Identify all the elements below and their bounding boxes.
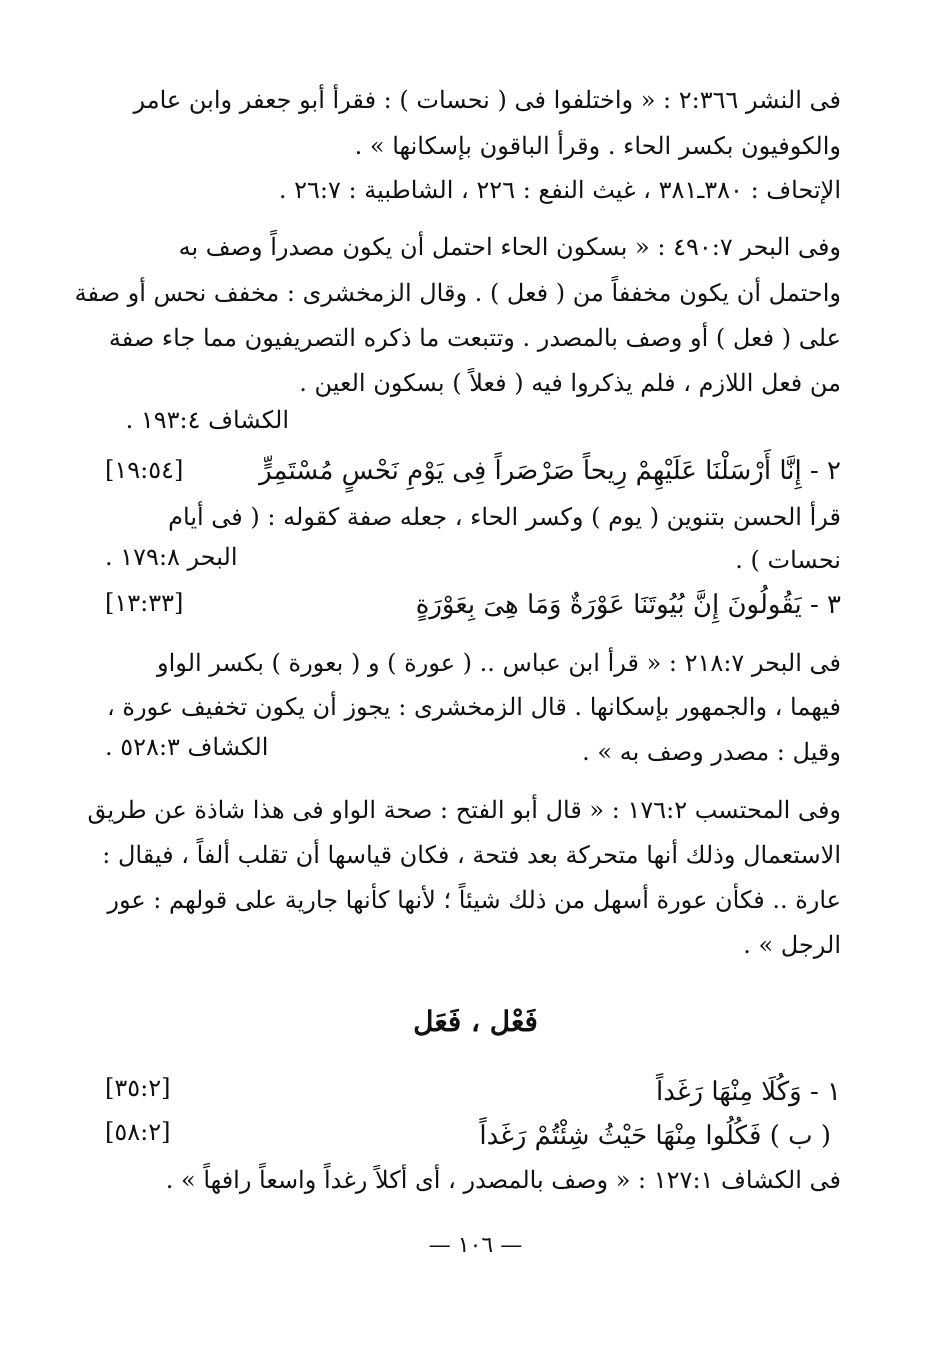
quran-verse: ١ - وَكُلَا مِنْهَا رَغَداً <box>656 1077 841 1107</box>
section-heading: فَعْل ، فَعَل <box>413 1005 538 1038</box>
reference-line: الكشاف ٥٢٨:٣ . <box>105 733 269 761</box>
text-line: الاستعمال وذلك أنها متحركة بعد فتحة ، فكان قياسها أن تقلب ألفاً ، فيقال : <box>102 841 841 869</box>
text-line: وقيل : مصدر وصف به » . <box>582 738 841 766</box>
text-line: قرأ الحسن بتنوين ( يوم ) وكسر الحاء ، جعله صفة كقوله : ( فى أيام <box>168 503 841 531</box>
text-line: فى النشر ٢:٣٦٦ : « واختلفوا فى ( نحسات ) : فقرأ أبو جعفر وابن عامر <box>133 86 841 114</box>
text-line: عارة .. فكأن عورة أسهل من ذلك شيئاً ؛ لأنها كأنها جارية على قولهم : عور <box>107 886 841 914</box>
text-line: على ( فعل ) أو وصف بالمصدر . وتتبعت ما ذكره التصريفيون مما جاء صفة <box>108 324 841 352</box>
text-line: واحتمل أن يكون مخففاً من ( فعل ) . وقال الزمخشرى : مخفف نحس أو صفة <box>74 279 841 307</box>
text-line: وفى البحر ٤٩٠:٧ : « بسكون الحاء احتمل أن يكون مصدراً وصف به <box>178 233 841 261</box>
text-line: من فعل اللازم ، فلم يذكروا فيه ( فعلاً ) بسكون العين . <box>299 369 841 397</box>
verse-reference: [١٣:٣٣] <box>105 589 184 617</box>
verse-reference: [٣٥:٢] <box>105 1074 171 1102</box>
text-line: الرجل » . <box>743 931 841 959</box>
quran-verse: ٣ - يَقُولُونَ إِنَّ بُيُوتَنَا عَوْرَةٌ وَمَا هِىَ بِعَوْرَةٍ <box>415 590 841 620</box>
text-line: وفى المحتسب ١٧٦:٢ : « قال أبو الفتح : صحة الواو فى هذا شاذة عن طريق <box>87 796 841 824</box>
quran-verse: ٢ - إِنَّا أَرْسَلْنَا عَلَيْهِمْ رِيحاً صَرْصَراً فِى يَوْمِ نَحْسٍ مُسْتَمِرٍّ <box>259 456 841 486</box>
page-number: — ١٠٦ — <box>428 1233 523 1258</box>
reference-line: الإتحاف : ٣٨٠ـ٣٨١ ، غيث النفع : ٢٢٦ ، الشاطبية : ٢٦:٧ . <box>278 176 841 204</box>
verse-reference: [٥٨:٢] <box>105 1118 171 1146</box>
text-line: نحسات ) . <box>735 546 841 574</box>
text-line: فيهما ، والجمهور بإسكانها . قال الزمخشرى : يجوز أن يكون تخفيف عورة ، <box>107 693 841 721</box>
text-line: فى البحر ٢١٨:٧ : « قرأ ابن عباس .. ( عورة ) و ( بعورة ) بكسر الواو <box>157 649 841 677</box>
text-line: فى الكشاف ١٢٧:١ : « وصف بالمصدر ، أى أكلاً رغداً واسعاً رافهاً » . <box>165 1166 841 1194</box>
reference-line: الكشاف ١٩٣:٤ . <box>125 406 289 434</box>
quran-verse: ( ب ) فَكُلُوا مِنْهَا حَيْثُ شِئْتُمْ رَغَداً <box>479 1121 831 1151</box>
reference-line: البحر ١٧٩:٨ . <box>105 543 238 571</box>
text-line: والكوفيون بكسر الحاء . وقرأ الباقون بإسكانها » . <box>354 132 841 160</box>
verse-reference: [١٩:٥٤] <box>105 456 184 484</box>
